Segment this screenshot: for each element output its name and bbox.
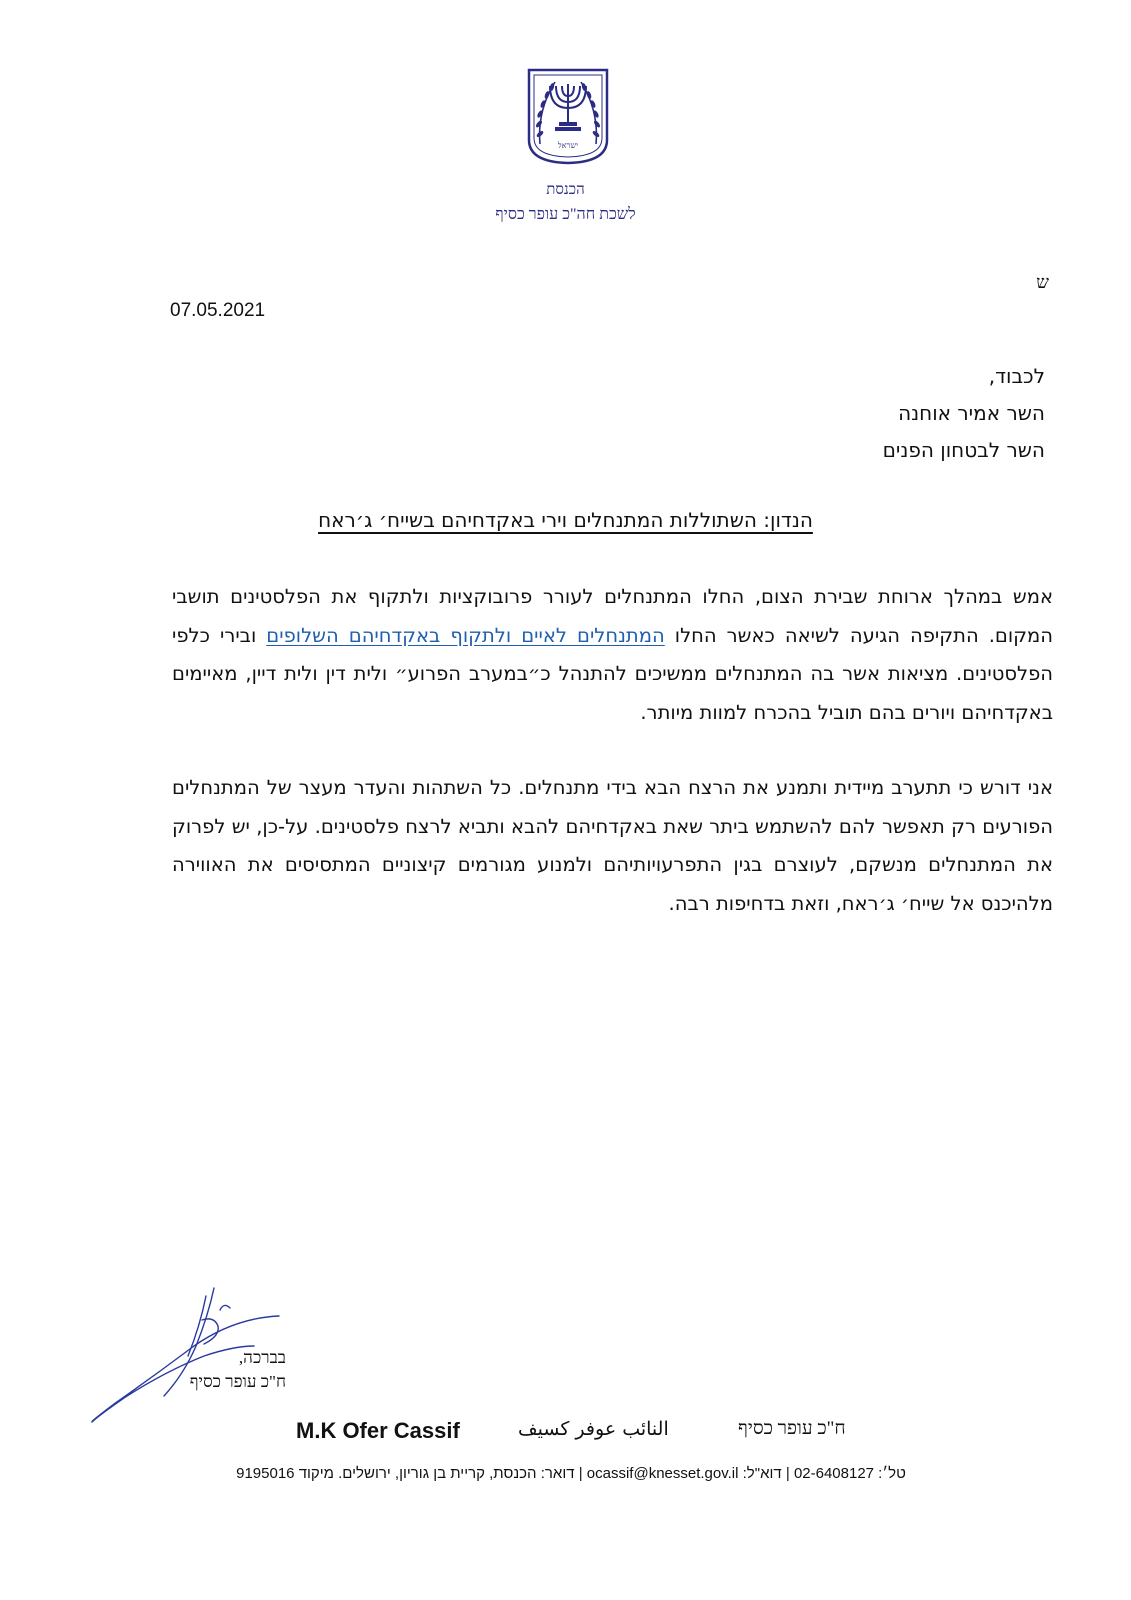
salutation: לכבוד, [988, 364, 1045, 388]
closing-name: ח"כ עופר כסיף [189, 1372, 286, 1391]
body-paragraph-2: אני דורש כי תתערב מיידית ותמנע את הרצח הבא בידי מתנחלים. כל השתהות והעדר מעצר של המתנחלים הפורעים רק תאפשר להם להשתמש ביתר שאת באקדחיהם להבא ותביא לרצח פלסטינים. על-כן, יש לפרוק את המתנחלים מנשקם, לעוצרם בגין התפרעויותיהם ולמנוע מגורמים קיצוניים המתסיסים את האווירה מלהיכנס אל שייח׳ ג׳ראח, וזאת בדחיפות רבה. [172, 776, 1053, 915]
video-link[interactable]: המתנחלים לאיים ולתקוף באקדחיהם השלופים [266, 623, 665, 647]
organization-name: הכנסת [546, 182, 585, 198]
recipient-name: השר אמיר אוחנה [898, 401, 1045, 425]
letter-date: 07.05.2021 [170, 300, 266, 321]
signature-name-hebrew: ח"כ עופר כסיף [738, 1418, 846, 1439]
knesset-emblem [525, 66, 611, 166]
svg-text:ישראל: ישראל [557, 141, 579, 150]
recipient-title: השר לבטחון הפנים [882, 438, 1045, 462]
signature-name-arabic: النائب عوفر كسيف [518, 1418, 669, 1440]
office-name: לשכת חה"כ עופר כסיף [495, 206, 636, 223]
body-paragraph-1 [172, 578, 1053, 732]
contact-footer: טל׳: 02-6408127 | דוא"ל: ocassif@knesset.gov.il | דואר: הכנסת, קריית בן גוריון, ירושלים. מיקוד 9195016 [236, 1465, 906, 1482]
recipient-block [883, 358, 1045, 469]
signature-name-english: M.K Ofer Cassif [296, 1418, 460, 1443]
paragraph-text: ובירי כלפי הפלסטינים. מציאות אשר בה המתנחלים ממשיכים להתנהל כ״במערב הפרוע״ ולית דין ולית דיין, מאיימים באקדחיהם ויורים בהם תוביל בהכרח למוות מיותר. [172, 623, 1053, 724]
closing-greeting: בברכה, [238, 1348, 286, 1367]
paragraph-text: אמש במהלך ארוחת שבירת הצום, החלו המתנחלים לעורר פרובוקציות ולתקוף את הפלסטינים תושבי המקום. התקיפה הגיעה לשיאה כאשר החלו [172, 585, 1053, 647]
subject-line: הנדון: השתוללות המתנחלים וירי באקדחיהם בשייח׳ ג׳ראח [318, 508, 813, 532]
shin-mark: ש [1036, 272, 1049, 292]
